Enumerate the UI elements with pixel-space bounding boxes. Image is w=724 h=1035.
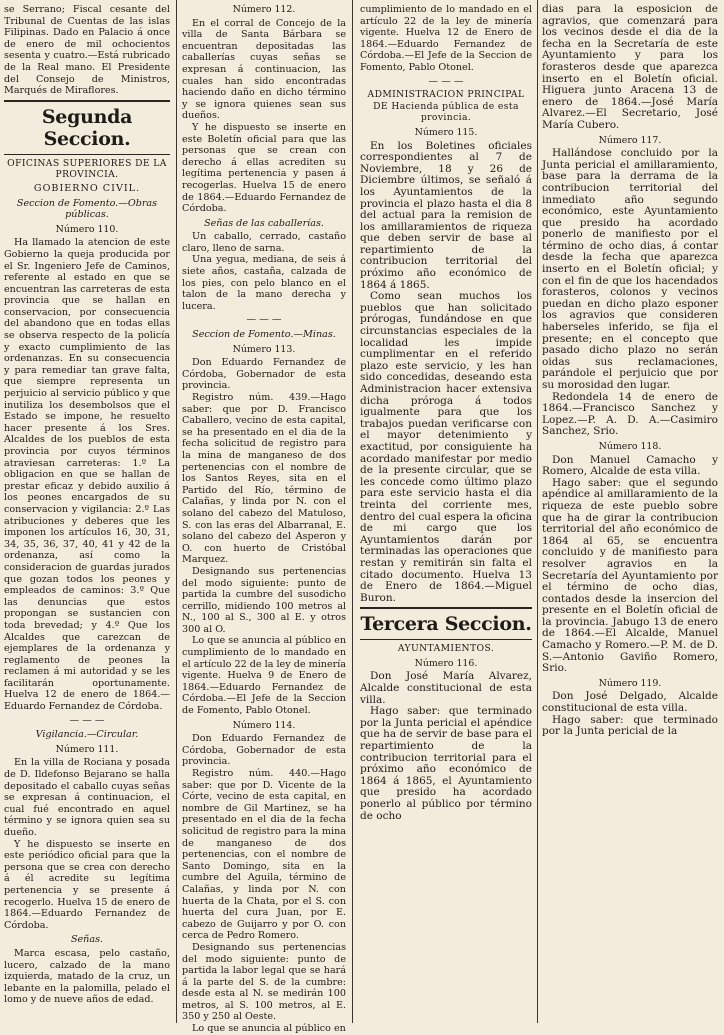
section-title-segunda: Segunda Seccion. (41, 105, 133, 150)
column-4 (542, 4, 718, 1019)
notice-116-text: Don José María Alvarez, Alcalde constitucional de esta villa. (360, 670, 532, 706)
notice-119-text: Hago saber: que terminado por la Junta pericial de la (542, 713, 718, 738)
notice-114-text: Lo que se anuncia al público en (192, 1023, 346, 1035)
fomento-subheading: Seccion de Fomento.—Obras públicas. (16, 197, 158, 221)
notice-116-text: Hago saber: que terminado por la Junta pericial el apéndice que ha de servir de base para el repartimiento de la contribucion territorial para el próximo año económico de 1864 á 1865, el Ayuntamiento que presido ha acordado ponerlo al público por término de ocho (360, 705, 532, 822)
administracion-heading: ADMINISTRACION PRINCIPAL DE Hacienda pública de esta provincia. (367, 89, 525, 124)
gobierno-heading: GOBIERNO CIVIL. (33, 182, 141, 194)
notice-number-117: Número 117. (598, 134, 662, 146)
notice-number-111: Número 111. (55, 743, 119, 755)
notice-113-text: Registro núm. 439.—Hago saber: que por D. Francisco Caballero, vecino de esta capital, se ha presentado en el dia de la fecha solicitud de registro para la mina de manganeso de dos pertenencias con el nombre de los Santos Reyes, sita en el Partido del Río, término de Calañas, y linda por N. con el solano del cabezo del Matuloso, S. con las eras del Albarranal, E. solano del cabezo del Asperon y O. con huerto de Cristóbal Marquez. (182, 392, 346, 566)
notice-115-text: En los Boletines oficiales correspondientes al 7 de Noviembre, 18 y 26 de Diciembre últimos, se señaló á los Ayuntamientos de la provincia el plazo hasta el dia 8 del actual para la remision de los amillaramientos de riqueza que deben servir de base al repartimiento de la contribucion territorial del próximo año económico de 1864 á 1865. (360, 139, 532, 291)
notice-113-text: Designando sus pertenencias del modo siguiente: punto de partida la cumbre del susodicho cerrillo, midiendo 100 metros al N., 100 al S., 300 al E. y otros 300 al O. (182, 565, 346, 635)
notice-number-115: Número 115. (414, 126, 478, 138)
decree-end-paragraph: se Serrano; Fiscal cesante del Tribunal de Cuentas de las islas Filipinas. Dado en Palacio á once de enero de mil ochocientos sesenta y cuatro.—Está rubricado de la Real mano. El Presidente del Consejo de Ministros, Marqués de Miraflores. (4, 4, 170, 97)
offices-heading: OFICINAS SUPERIORES DE LA PROVINCIA. (7, 157, 167, 181)
notice-114-continuation: cumplimiento de lo mandado en el artículo 22 de la ley de minería vigente. Huelva 12 de Enero de 1864.—Eduardo Fernandez de Córdoba.—El Jefe de la Seccion de Fomento, Pablo Otonel. (360, 4, 532, 73)
notice-114-text: Designando sus pertenencias del modo siguiente: punto de partida la labor legal que se hará á la parte del S. de la cumbre: desde esta al N. se medirán 100 metros, al S. 100 metros, al E. 350 y 250 al Oeste. (182, 941, 346, 1023)
ayuntamientos-heading: AYUNTAMIENTOS. (397, 643, 495, 655)
senas-caballerias-text: Un caballo, cerrado, castaño claro, lleno de sarna. (182, 231, 346, 254)
divider: — — — (246, 314, 282, 326)
column-3 (360, 4, 532, 1019)
notice-number-110: Número 110. (55, 223, 119, 235)
notice-number-116: Número 116. (414, 657, 478, 669)
column-rule (537, 0, 538, 1023)
notice-115-text: Como sean muchos los pueblos que han solicitado prórogas, fundándose en que circunstancias especiales de la localidad les impide cumplimentar en el referido plazo este servicio, y les han sido concedidas, deseando esta Administracion hacer extensiva dicha próroga á todos igualmente para que los trabajos puedan verificarse con el mayor detenimiento y exactitud, por consiguiente ha acordado manifestar por medio de la presente circular, que se les concede como último plazo para este servicio hasta el dia treinta del corriente mes, dentro del cual espera la oficina de mi cargo que los Ayuntamientos darán por terminadas las operaciones que restan y remitirán sin falta el citado documento. Huelva 13 de Enero de 1864.—Miguel Buron. (360, 290, 532, 604)
notice-number-119: Número 119. (598, 677, 662, 689)
notice-117-text: Redondela 14 de enero de 1864.—Francisco Sanchez y Lopez.—P. A. D. A.—Casimiro Sanchez, Srio. (542, 390, 718, 438)
senas-caballerias-subheading: Señas de las caballerías. (204, 217, 324, 229)
column-rule (352, 0, 353, 1023)
notice-112-text: En el corral de Concejo de la villa de Santa Bárbara se encuentran depositadas las caballerías cuyas señas se expresan á continuacion, las cuales han sido encontradas haciendo daño en dicho término y se ignora quienes sean sus dueños. (182, 17, 346, 122)
notice-number-118: Número 118. (598, 440, 662, 452)
notice-number-114: Número 114. (232, 719, 296, 731)
notice-111-text: En la villa de Rociana y posada de D. Ildefonso Bejarano se halla depositado el caballo cuyas señas se expresan á continuacion, el cual fué encontrado en aquel término y se ignora quien sea su dueño. (4, 757, 170, 838)
senas-caballerias-text: Una yegua, mediana, de seis á siete años, castaña, calzada de los pies, con pelo blanco en el talon de la mano derecha y lucera. (182, 254, 346, 312)
notice-number-113: Número 113. (232, 343, 296, 355)
notice-116-continuation: dias para la esposicion de agravios, que comenzará para los vecinos desde el dia de la fecha en la Secretaría de este Ayuntamiento y para los forasteros desde que aparezca inserto en el Boletín oficial. Higuera junto Aracena 13 de enero de 1864.—José María Alvarez.—El Secretario, José María Cubero. (542, 3, 718, 131)
notice-number-112: Número 112. (232, 4, 296, 15)
senas-subheading: Señas. (70, 934, 104, 946)
divider (360, 607, 532, 609)
notice-114-text: Don Eduardo Fernandez de Córdoba, Gobernador de esta provincia. (182, 733, 346, 768)
divider: — — — (69, 714, 105, 726)
senas-text: Marca escasa, pelo castaño, lucero, calzado de la mano izquierda, matado de la cruz, un lebante en la palomilla, pelado el lomo y de nueve años de edad. (4, 947, 170, 1006)
column-rule (176, 0, 177, 1023)
divider: — — — (428, 75, 464, 87)
notice-118-text: Don Manuel Camacho y Romero, Alcalde de esta villa. (542, 453, 718, 478)
notice-119-text: Don José Delgado, Alcalde constitucional de esta villa. (542, 690, 718, 715)
column-2 (182, 4, 346, 1035)
section-title-tercera: Tercera Seccion. (360, 613, 532, 636)
divider (360, 639, 532, 640)
notice-110-text: Ha llamado la atencion de este Gobierno la queja producida por el Sr. Ingeniero Jefe de Caminos, referente al estado en que se encuentran las carreteras de esta provincia que se hallan en conservacion, por consecuencia del abandono que en todas ellas se observa respecto de la policía y exacto cumplimiento de las ordenanzas. En su consecuencia y para remediar tan grave falta, que siempre representa un perjuicio al servicio público y que inutiliza los desembolsos que el Estado se impone, he resuelto hacer presente á los Sres. Alcaldes de los pueblos de esta provincia por cuyos términos atraviesan carreteras: 1.º La obligacion en que se hallan de prestar eficaz y debido auxilio á los peones encargados de su conservacion y vigilancia: 2.º Las atribuciones y deberes que les imponen los artículos 16, 30, 31, 34, 35, 36, 37, 40, 41 y 42 de la ordenanza, así como la consideracion de guardas jurados que gozan todos los peones y empleados de caminos: 3.º Que las denuncias que estos propongan se sustancien con toda brevedad; y 4.º Que los Alcaldes que carezcan de ejemplares de la ordenanza y reglamento de peones la reclamen á mi autoridad y se les facilitarán oportunamente. Huelva 12 de enero de 1864.—Eduardo Fernandez de Córdoba. (4, 237, 170, 713)
divider (4, 154, 170, 155)
notice-111-text: Y he dispuesto se inserte en este periódico oficial para que la persona que se crea con derecho á él acredite su legítima pertenencia y se presente á recogerlo. Huelva 15 de enero de 1864.—Eduardo Fernandez de Córdoba. (4, 838, 170, 931)
notice-112-text: Y he dispuesto se inserte en este Boletín oficial para que las personas que se crean con derecho á ellas acrediten su legítima pertenencia y pasen á recogerlas. Huelva 15 de enero de 1864.—Eduardo Fernandez de Córdoba. (182, 121, 346, 215)
minas-subheading: Seccion de Fomento.—Minas. (192, 329, 336, 341)
vigilancia-subheading: Vigilancia.—Circular. (35, 729, 139, 741)
notice-114-text: Registro núm. 440.—Hago saber: que por D. Vicente de la Córte, vecino de esta capital, en nombre de Gil Martinez, se ha presentado en el dia de la fecha solicitud de registro para la mina de manganeso de dos pertenencias, con el nombre de Santo Domingo, sita en la cumbre del Aguila, término de Calañas, y linda por N. con huerta de la Chata, por el S. con huerta del cura Juan, por E. cabezo de Guijarro y por O. con cerca de Pedro Romero. (182, 768, 346, 942)
notice-113-text: Lo que se anuncia al público en cumplimiento de lo mandado en el artículo 22 de la ley de minería vigente. Huelva 9 de Enero de 1864.—Eduardo Fernandez de Córdoba.—El Jefe de la Seccion de Fomento, Pablo Otonel. (182, 635, 346, 717)
divider (4, 100, 170, 102)
notice-117-text: Hallándose concluido por la Junta pericial el amillaramiento, base para la derrama de la contribucion territorial del inmediato año segundo económico, este Ayuntamiento que presido ha acordado ponerlo de manifiesto por el término de ocho dias, á contar desde la fecha que aparezca inserto en el Boletín oficial; y con el fin de que los hacendados forasteros, colonos y vecinos puedan en dicho plazo esponer los agravios que consideren haberseles inferido, se fija el presente; en el concepto que pasado dicho plazo no serán oidas sus reclamaciones, parándole el perjuicio que por su morosidad den lugar. (542, 147, 718, 391)
notice-118-text: Hago saber: que el segundo apéndice al amillaramiento de la riqueza de este pueblo sobre que ha de girar la contribucion territorial del año económico de 1864 al 65, se encuentra concluido y de manifiesto para resolver agravios en la Secretaría del Ayuntamiento por el término de ocho dias, contados desde la insercion del presente en el Boletín oficial de la provincia. Jabugo 13 de enero de 1864.—El Alcalde, Manuel Camacho y Romero.—P. M. de D. S.—Antonio Gaviño Romero, Srio. (542, 476, 718, 675)
notice-113-text: Don Eduardo Fernandez de Córdoba, Gobernador de esta provincia. (182, 357, 346, 392)
column-1 (4, 4, 170, 1019)
